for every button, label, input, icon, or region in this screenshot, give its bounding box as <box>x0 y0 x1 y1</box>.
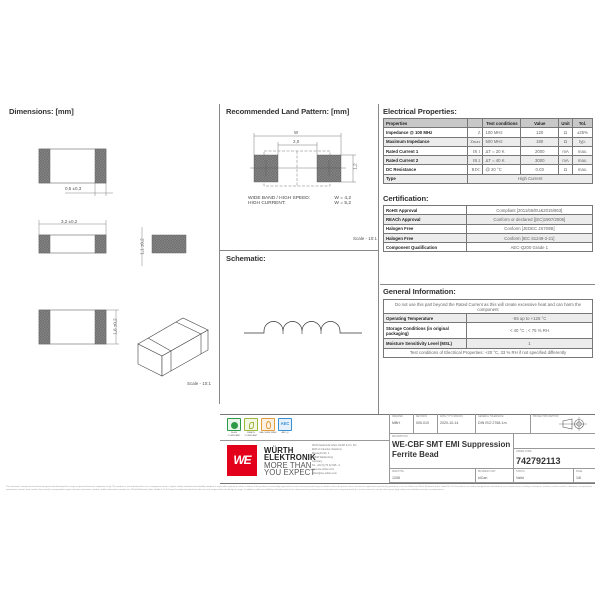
footnote-row <box>384 348 593 357</box>
land-note-label: WIDE BAND / HIGH SPEED: <box>248 196 311 201</box>
tb-value: 005.010 <box>416 421 429 425</box>
tol-cell: ±25% <box>573 128 593 137</box>
electrical-title: Electrical Properties: <box>383 107 457 116</box>
cert-label: REACh Approval <box>384 215 467 224</box>
divider-right <box>378 104 379 414</box>
address-line: eiSos@we-online.com <box>312 472 337 475</box>
header-tol: Tol. <box>573 119 593 128</box>
tb-label: REVISION <box>416 415 427 418</box>
condition-cell: ΔT = 20 K <box>483 146 521 155</box>
table-row <box>384 165 593 174</box>
table-row <box>384 314 593 323</box>
table-row <box>384 215 593 224</box>
brand-line1: WÜRTH <box>264 446 294 455</box>
property-cell: DC Resistance <box>384 165 468 174</box>
tb-value: Valid <box>516 476 524 480</box>
tb-label: DATE (YYYY-MM-DD) <box>440 415 463 418</box>
tb-label: PROJECTION METHOD <box>533 415 559 418</box>
dim-terminal-label: 0,5 ±0,3 <box>65 186 82 191</box>
divider-cert-general <box>380 284 595 285</box>
general-table <box>383 299 593 358</box>
land-pattern-drawing <box>220 120 380 200</box>
tol-cell: max. <box>573 165 593 174</box>
land-dim-height: 1,2 <box>352 163 358 170</box>
land-dim-w: W <box>294 130 299 135</box>
table-row <box>384 128 593 137</box>
dim-height-label: 1,1 ±0,2 <box>139 238 145 255</box>
slogan-line2: YOU EXPECT <box>264 468 316 478</box>
tb-value: MBH <box>392 421 400 425</box>
dimensions-title: Dimensions: [mm] <box>9 107 74 116</box>
tb-created <box>390 414 414 434</box>
certification-table <box>383 205 593 252</box>
tb-business <box>476 469 514 483</box>
tb-size <box>390 469 476 483</box>
halogen-badge-icon <box>261 418 275 431</box>
land-note-label: HIGH CURRENT: <box>248 201 286 207</box>
tb-value: eiCan <box>478 476 488 480</box>
table-row <box>384 156 593 165</box>
cert-value: Conform or declared [(EC)1907/2006] <box>466 215 592 224</box>
table-row <box>384 339 593 348</box>
symbol-cell: Zmax <box>468 137 483 146</box>
unit-cell: Ω <box>559 137 573 146</box>
unit-cell: Ω <box>559 165 573 174</box>
footnote-text: Test conditions of Electrical Properties: +20 °C, 33 % RH if not specified differently <box>384 348 593 357</box>
cert-label: Halogen Free <box>384 224 467 233</box>
tb-value: DIN ISO 2768-1m <box>478 421 507 425</box>
table-row <box>384 243 593 252</box>
value-cell: 0.03 <box>521 165 559 174</box>
reach-caption: REACH COMPLIANT <box>244 432 258 437</box>
slogan <box>264 462 315 477</box>
land-dim-gap: 2,0 <box>293 139 300 144</box>
warning-text: Do not use this part beyond the Rated Current as this will create excessive heat and can harm the component <box>384 300 593 314</box>
product-description <box>392 440 510 459</box>
condition-cell: @ 20 °C <box>483 165 521 174</box>
address-line: www.we-online.com <box>312 468 335 471</box>
table-row <box>384 174 593 183</box>
tb-label: GENERAL TOLERANCE <box>478 415 504 418</box>
inductor-symbol <box>240 315 370 345</box>
divider-bottom <box>220 483 595 484</box>
table-row <box>384 233 593 242</box>
unit-cell: mA <box>559 156 573 165</box>
address-line: Tel. +49 (0) 79 42 945 - 0 <box>312 464 341 467</box>
land-note-row <box>248 201 351 206</box>
warning-row <box>384 300 593 314</box>
symbol-cell: RDC <box>468 165 483 174</box>
tb-date <box>438 414 476 434</box>
header-symbol <box>468 119 483 128</box>
land-pattern-title: Recommended Land Pattern: [mm] <box>226 107 350 116</box>
brand-line2: ELEKTRONIK <box>264 453 316 463</box>
tb-tolerance <box>476 414 531 434</box>
general-title: General Information: <box>383 287 456 296</box>
dim-length-label: 3,2 ±0,2 <box>61 219 78 224</box>
type-label: Type <box>384 174 468 183</box>
projection-icon <box>559 417 589 431</box>
company-area <box>220 441 390 483</box>
property-cell: Maximum Impedance <box>384 137 468 146</box>
tb-label: BUSINESS UNIT <box>478 470 496 473</box>
reach-badge-icon <box>244 418 258 431</box>
symbol-cell: IR 1 <box>468 146 483 155</box>
land-pattern-scale: Scale - 10:1 <box>353 236 378 241</box>
tol-cell: typ. <box>573 137 593 146</box>
brand-name <box>264 447 316 462</box>
disclaimer: This electronic component has been designed and developed for usage in general electronic equipment only. This product is not authorized for use in equipment where a higher safety standard and reliability standard is especially required or where a failure of the product is reasonably expected to cause severe personal injury or death, unless the parties have executed an agreement specifically governing such use. Moreover Würth Elektronik eiSos GmbH & Co KG products are neither designed nor intended for use in areas such as military, aerospace, aviation, nuclear control, submarine, transportation (automotive control, train control, ship control), transportation signal, disaster prevention, medical, public information network etc. Würth Elektronik eiSos GmbH & Co KG must be informed about the intent of such usage before the design-in stage. In addition, sufficient reliability evaluation checks for safety must be performed on every electronic component which is used in electrical circuits that require high safety and reliability functions or performance. <box>6 486 592 492</box>
schematic-title: Schematic: <box>226 254 266 263</box>
top-view <box>0 100 220 420</box>
tb-label: ORDER CODE <box>516 450 532 453</box>
symbol-cell: IR 2 <box>468 156 483 165</box>
flame-icon <box>266 421 271 429</box>
value-cell: 180 <box>521 137 559 146</box>
land-note-value: W = 4,2 <box>334 196 351 201</box>
tb-value: 2020-10-14 <box>440 421 459 425</box>
table-row <box>384 323 593 339</box>
table-row <box>384 146 593 155</box>
title-block <box>390 414 595 483</box>
address-line: Germany <box>312 460 323 463</box>
tb-projection <box>531 414 595 434</box>
tb-blank <box>514 434 595 449</box>
unit-cell: mA <box>559 146 573 155</box>
tb-page <box>574 469 595 483</box>
tb-revision <box>414 414 438 434</box>
condition-cell: ΔT = 40 K <box>483 156 521 165</box>
rohs-caption: RoHS COMPLIANT <box>227 432 241 437</box>
dim-width-label: 1,6 ±0,2 <box>112 318 118 335</box>
cert-value: AEC-Q200 Grade 1 <box>466 243 592 252</box>
cert-value: Conform [IEC 61249-2-21] <box>466 233 592 242</box>
value-cell: 3000 <box>521 156 559 165</box>
cert-label: RoHS Approval <box>384 206 467 215</box>
condition-cell: 500 MHz <box>483 137 521 146</box>
slogan-line1: MORE THAN <box>264 461 312 470</box>
value-cell: 2000 <box>521 146 559 155</box>
leaf-icon <box>249 422 254 429</box>
cert-label: Component Qualification <box>384 243 467 252</box>
table-row <box>384 137 593 146</box>
address-line: EMC & Inductive Solutions <box>312 448 342 451</box>
address-line: Würth Elektronik eiSos GmbH & Co. KG <box>312 444 357 447</box>
tb-status <box>514 469 574 483</box>
header-conditions: Test conditions <box>483 119 521 128</box>
value-cell: 120 <box>521 128 559 137</box>
table-header <box>384 119 593 128</box>
cert-label: Halogen Free <box>384 233 467 242</box>
property-cell: Rated Current 2 <box>384 156 468 165</box>
description-line2: Ferrite Bead <box>392 449 439 459</box>
rohs-badge-icon <box>227 418 241 431</box>
general-label: Moisture Sensitivity Level (MSL) <box>384 339 467 348</box>
general-value: 1 <box>466 339 592 348</box>
header-value: Value <box>521 119 559 128</box>
address-line: 74638 Waldenburg <box>312 456 334 459</box>
tb-label: STATUS <box>516 470 525 473</box>
address-line: Max-Eyth-Str. 1 <box>312 452 330 455</box>
description-line1: WE-CBF SMT EMI Suppression <box>392 440 511 449</box>
tb-order <box>514 449 595 469</box>
symbol-cell: Z <box>468 128 483 137</box>
type-value: High Current <box>468 174 593 183</box>
tb-value: 1206 <box>392 476 400 480</box>
header-unit: Unit <box>559 119 573 128</box>
globe-icon <box>231 422 238 429</box>
cert-value: Compliant [2011/65/EU&2015/863] <box>466 206 592 215</box>
tb-label: PAGE <box>576 470 583 473</box>
land-note-value: W = 5,2 <box>334 201 351 207</box>
general-label: Operating Temperature <box>384 314 467 323</box>
badge-area <box>220 414 390 441</box>
tol-cell: max. <box>573 156 593 165</box>
aec-caption: AEC-Q <box>281 432 289 434</box>
tb-label: CREATED <box>392 415 403 418</box>
tb-label: DESCRIPTION <box>392 435 408 438</box>
aec-glyph: AEC <box>280 421 290 426</box>
tb-value: 1/6 <box>576 476 581 480</box>
tol-cell: max. <box>573 146 593 155</box>
general-value: < 40 °C ; < 75 % RH <box>466 323 592 339</box>
we-logo <box>227 445 257 476</box>
table-row <box>384 206 593 215</box>
we-logo-text: WE <box>233 453 251 467</box>
general-value: -55 up to +125 °C <box>466 314 592 323</box>
cert-value: Conform [JEDEC JS709B] <box>466 224 592 233</box>
header-properties: Properties <box>384 119 468 128</box>
property-cell: Rated Current 1 <box>384 146 468 155</box>
halogen-caption: HALOGEN FREE <box>259 432 277 434</box>
condition-cell: 100 MHz <box>483 128 521 137</box>
tb-description <box>390 434 514 469</box>
unit-cell: Ω <box>559 128 573 137</box>
dimensions-scale: Scale - 10:1 <box>187 381 212 386</box>
aec-badge-icon <box>278 418 292 431</box>
property-cell: Impedance @ 100 MHz <box>384 128 468 137</box>
general-label: Storage Conditions (in original packaging) <box>384 323 467 339</box>
table-row <box>384 224 593 233</box>
electrical-table <box>383 118 593 184</box>
certification-title: Certification: <box>383 194 429 203</box>
land-note <box>248 196 351 207</box>
tb-label: SIZE/TYPE <box>392 470 404 473</box>
divider-land-schematic <box>220 250 378 251</box>
company-address <box>312 444 356 476</box>
order-code: 742792113 <box>516 456 561 466</box>
